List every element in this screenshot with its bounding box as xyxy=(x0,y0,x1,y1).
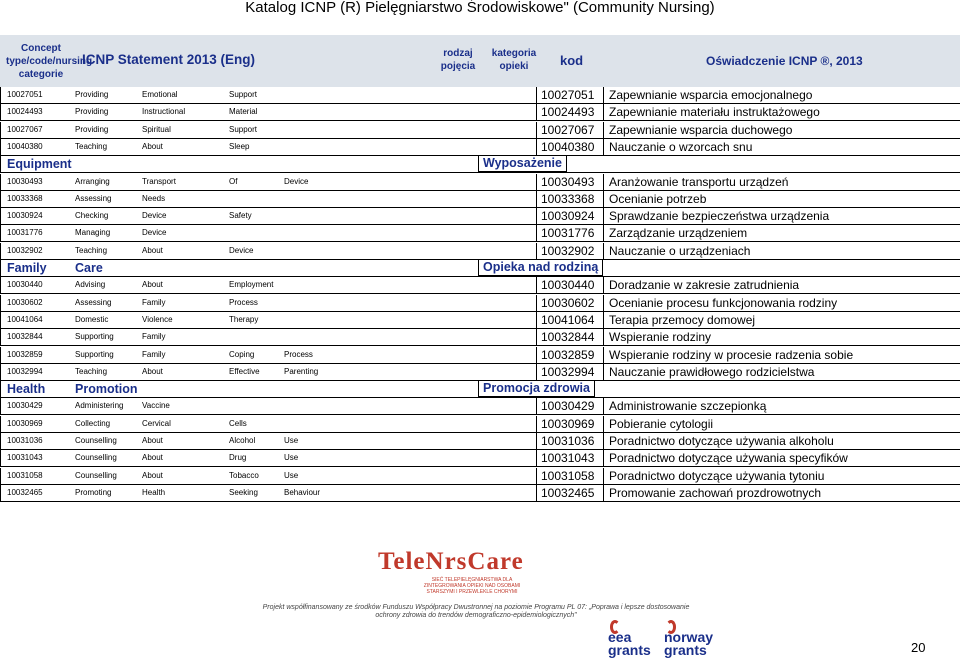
table-row xyxy=(0,225,960,242)
row-code: 10030602 xyxy=(541,295,595,310)
row-cell-4: Use xyxy=(284,453,299,463)
section-title-pl: Wyposażenie xyxy=(478,155,567,172)
row-cell-2: Transport xyxy=(142,176,176,186)
row-code-cell xyxy=(536,191,604,207)
row-cell-2: Emotional xyxy=(142,90,178,99)
row-cell-0: 10030429 xyxy=(7,401,43,411)
section-title-en-2: Care xyxy=(75,261,103,275)
row-statement-pl: Pobieranie cytologii xyxy=(609,416,714,431)
table-row xyxy=(0,139,960,156)
row-cell-2: About xyxy=(142,280,163,290)
table-row xyxy=(0,104,960,121)
row-cell-2: Instructional xyxy=(142,107,186,117)
section-title-pl: Opieka nad rodziną xyxy=(478,259,603,276)
row-cell-3: Therapy xyxy=(229,314,259,324)
row-cell-1: Supporting xyxy=(75,349,114,359)
table-row xyxy=(0,347,960,364)
row-cell-1: Teaching xyxy=(75,141,108,151)
section-title-en: Health xyxy=(7,382,46,397)
norway-text: norway xyxy=(664,629,714,645)
row-code: 10032465 xyxy=(541,485,595,500)
row-code: 10031036 xyxy=(541,434,595,448)
row-code: 10027067 xyxy=(541,122,595,137)
row-cell-3: Seeking xyxy=(229,487,258,497)
table-row xyxy=(0,468,960,485)
row-cell-2: About xyxy=(142,470,163,480)
row-cell-3: Employment xyxy=(229,280,274,290)
table-row xyxy=(0,416,960,433)
row-code-cell xyxy=(536,277,604,293)
header-oswiadczenie: Oświadczenie ICNP ®, 2013 xyxy=(706,54,863,68)
row-cell-2: Family xyxy=(142,332,166,342)
section-title-en-2: Promotion xyxy=(75,382,138,397)
row-cell-1: Checking xyxy=(75,211,109,221)
table-row xyxy=(0,450,960,467)
table-row xyxy=(0,329,960,346)
table-row xyxy=(0,191,960,208)
row-statement-pl: Zapewnianie materiału instruktażowego xyxy=(609,105,820,120)
row-cell-2: Cervical xyxy=(142,418,171,428)
row-cell-3: Effective xyxy=(229,366,260,376)
row-code-cell xyxy=(536,139,604,155)
header-concept: Concept type/code/nursing categorie xyxy=(6,43,93,80)
row-cell-1: Managing xyxy=(75,228,111,238)
row-code: 10031058 xyxy=(541,468,595,483)
row-statement-pl: Administrowanie szczepionką xyxy=(609,399,767,414)
row-cell-1: Teaching xyxy=(75,245,108,255)
table-row xyxy=(0,174,960,191)
row-code: 10030924 xyxy=(541,209,595,224)
row-cell-0: 10032994 xyxy=(7,366,43,376)
row-cell-0: 10040380 xyxy=(7,141,43,151)
row-cell-4: Parenting xyxy=(284,366,319,376)
row-cell-2: Device xyxy=(142,211,167,221)
row-code: 10040380 xyxy=(541,139,595,154)
row-statement-pl: Poradnictwo dotyczące używania tytoniu xyxy=(609,468,825,483)
table-row xyxy=(0,433,960,450)
row-cell-2: About xyxy=(142,366,163,376)
row-cell-3: Alcohol xyxy=(229,436,256,445)
row-cell-4: Use xyxy=(284,436,299,445)
row-cell-1: Advising xyxy=(75,280,106,290)
row-code: 10032902 xyxy=(541,243,595,258)
row-cell-3: Tobacco xyxy=(229,470,259,480)
row-cell-0: 10032902 xyxy=(7,245,43,255)
row-cell-1: Collecting xyxy=(75,418,111,428)
row-statement-pl: Nauczanie o wzorcach snu xyxy=(609,139,753,154)
row-code: 10031043 xyxy=(541,451,595,466)
row-statement-pl: Zarządzanie urządzeniem xyxy=(609,226,748,241)
row-code: 10030440 xyxy=(541,278,595,293)
table-row xyxy=(0,243,960,260)
table-row xyxy=(0,364,960,381)
table-row xyxy=(0,398,960,415)
table-header xyxy=(0,35,960,87)
row-code-cell xyxy=(536,416,604,432)
row-code: 10033368 xyxy=(541,191,595,206)
row-cell-0: 10031036 xyxy=(7,436,43,445)
row-cell-2: About xyxy=(142,141,163,151)
row-cell-4: Device xyxy=(284,176,309,186)
row-statement-pl: Doradzanie w zakresie zatrudnienia xyxy=(609,278,800,293)
row-cell-1: Providing xyxy=(75,124,109,134)
page-title: Katalog ICNP (R) Pielęgniarstwo Środowiskowe" (Community Nursing) xyxy=(245,0,715,16)
row-cell-3: Cells xyxy=(229,418,247,428)
row-cell-1: Providing xyxy=(75,90,109,99)
row-statement-pl: Promowanie zachowań prozdrowotnych xyxy=(609,485,822,500)
row-cell-1: Arranging xyxy=(75,176,110,186)
table-row xyxy=(0,122,960,139)
row-cell-0: 10032844 xyxy=(7,332,43,342)
row-cell-1: Supporting xyxy=(75,332,114,342)
section-title-en: Family xyxy=(7,261,47,275)
row-cell-0: 10031776 xyxy=(7,228,43,238)
row-code-cell xyxy=(536,485,604,501)
row-cell-3: Support xyxy=(229,124,258,134)
eea-grants-text: grants xyxy=(608,642,651,658)
row-cell-0: 10032465 xyxy=(7,487,43,497)
row-cell-1: Promoting xyxy=(75,487,112,497)
row-code-cell xyxy=(536,450,604,466)
row-code-cell xyxy=(536,295,604,311)
row-cell-4: Behaviour xyxy=(284,487,321,497)
row-cell-0: 10030440 xyxy=(7,280,43,290)
logo-text: TeleNrsCare xyxy=(378,548,524,575)
row-cell-3: Sleep xyxy=(229,141,250,151)
row-cell-3: Material xyxy=(229,107,258,117)
row-cell-0: 10032859 xyxy=(7,349,43,359)
row-statement-pl: Wspieranie rodziny w procesie radzenia sobie xyxy=(609,347,854,362)
row-cell-3: Device xyxy=(229,245,254,255)
row-cell-1: Counselling xyxy=(75,436,117,445)
row-code: 10032844 xyxy=(541,330,595,345)
row-cell-4: Use xyxy=(284,470,299,480)
logo-subtitle: SIEĆ TELEPIELĘGNIARSTWA DLA ZINTEGROWANIA OPIEKI NAD OSOBAMI STARSZYMI I PRZEWLEKLE CHORYMI xyxy=(423,577,521,595)
row-code-cell xyxy=(536,398,604,414)
row-code-cell xyxy=(536,468,604,484)
row-code: 10032859 xyxy=(541,347,595,362)
row-code: 10031776 xyxy=(541,226,595,241)
row-cell-3: Process xyxy=(229,297,258,307)
row-code-cell xyxy=(536,208,604,224)
row-cell-2: Family xyxy=(142,297,166,307)
row-code-cell xyxy=(536,174,604,190)
row-cell-2: Health xyxy=(142,487,166,497)
row-cell-1: Counselling xyxy=(75,470,117,480)
row-cell-1: Teaching xyxy=(75,366,108,376)
row-code: 10030493 xyxy=(541,174,595,189)
row-statement-pl: Sprawdzanie bezpieczeństwa urządzenia xyxy=(609,209,830,224)
row-code: 10032994 xyxy=(541,364,595,379)
row-cell-4: Process xyxy=(284,349,313,359)
row-statement-pl: Zapewnianie wsparcia duchowego xyxy=(609,122,793,137)
row-cell-2: About xyxy=(142,436,163,445)
row-statement-pl: Terapia przemocy domowej xyxy=(609,312,756,327)
row-cell-0: 10041064 xyxy=(7,314,43,324)
row-cell-0: 10027051 xyxy=(7,90,43,99)
header-rodzaj: rodzaj pojęcia xyxy=(440,48,476,72)
header-kod: kod xyxy=(560,53,584,68)
row-code-cell xyxy=(536,433,604,449)
table-row xyxy=(0,312,960,329)
page-number: 20 xyxy=(911,640,926,655)
row-cell-0: 10030924 xyxy=(7,211,43,221)
table-row xyxy=(0,295,960,312)
row-cell-0: 10031058 xyxy=(7,470,43,480)
row-cell-3: Of xyxy=(229,176,238,186)
row-statement-pl: Aranżowanie transportu urządzeń xyxy=(609,174,789,189)
row-cell-0: 10030969 xyxy=(7,418,43,428)
header-kategoria: kategoria opieki xyxy=(491,48,537,72)
row-cell-0: 10030493 xyxy=(7,176,43,186)
row-cell-2: Spiritual xyxy=(142,124,171,134)
row-code: 10027051 xyxy=(541,88,595,102)
row-code: 10030969 xyxy=(541,416,595,431)
row-statement-pl: Poradnictwo dotyczące używania alkoholu xyxy=(609,434,834,448)
table-row xyxy=(0,87,960,104)
section-title-pl: Promocja zdrowia xyxy=(478,380,595,397)
row-cell-2: Needs xyxy=(142,193,166,203)
row-code: 10041064 xyxy=(541,312,595,327)
row-statement-pl: Ocenianie procesu funkcjonowania rodziny xyxy=(609,295,838,310)
table-row xyxy=(0,485,960,502)
norway-grants-text: grants xyxy=(664,642,707,658)
row-cell-2: About xyxy=(142,245,163,255)
row-cell-3: Support xyxy=(229,90,258,99)
table-row xyxy=(0,277,960,294)
row-statement-pl: Wspieranie rodziny xyxy=(609,330,712,345)
eea-text: eea xyxy=(608,629,632,645)
row-code-cell xyxy=(536,122,604,138)
row-code: 10024493 xyxy=(541,105,595,120)
row-cell-2: Family xyxy=(142,349,166,359)
row-cell-2: Device xyxy=(142,228,167,238)
row-cell-3: Coping xyxy=(229,349,255,359)
row-cell-1: Counselling xyxy=(75,453,117,463)
row-cell-2: About xyxy=(142,453,163,463)
row-code-cell xyxy=(536,364,604,380)
row-code-cell xyxy=(536,312,604,328)
row-cell-1: Assessing xyxy=(75,297,112,307)
header-statement: ICNP Statement 2013 (Eng) xyxy=(82,52,256,67)
row-cell-1: Providing xyxy=(75,107,109,117)
row-code: 10030429 xyxy=(541,399,595,414)
row-statement-pl: Nauczanie prawidłowego rodzicielstwa xyxy=(609,364,815,379)
row-code-cell xyxy=(536,225,604,241)
row-cell-0: 10033368 xyxy=(7,193,43,203)
row-cell-0: 10024493 xyxy=(7,107,43,117)
row-code-cell xyxy=(536,104,604,120)
row-statement-pl: Ocenianie potrzeb xyxy=(609,191,707,206)
table-row xyxy=(0,208,960,225)
row-code-cell xyxy=(536,329,604,345)
row-statement-pl: Poradnictwo dotyczące używania specyfików xyxy=(609,451,848,466)
row-cell-1: Assessing xyxy=(75,193,112,203)
row-code-cell xyxy=(536,243,604,259)
row-code-cell xyxy=(536,347,604,363)
section-title-en: Equipment xyxy=(7,157,72,172)
row-statement-pl: Nauczanie o urządzeniach xyxy=(609,243,751,258)
row-statement-pl: Zapewnianie wsparcia emocjonalnego xyxy=(609,88,813,102)
row-cell-2: Violence xyxy=(142,314,173,324)
row-cell-3: Safety xyxy=(229,211,252,221)
row-cell-3: Drug xyxy=(229,453,247,463)
row-cell-0: 10027067 xyxy=(7,124,43,134)
row-cell-1: Administering xyxy=(75,401,124,411)
project-funding-text: Projekt współfinansowany ze środków Funduszu Współpracy Dwustronnej na poziomie Programu PL 07: „Poprawa i lepsze dostosowanie ochrony zdrowia do trendów demograficzno-epidemiologicznych" xyxy=(262,604,690,619)
row-cell-0: 10030602 xyxy=(7,297,43,307)
row-cell-0: 10031043 xyxy=(7,453,43,463)
row-cell-2: Vaccine xyxy=(142,401,170,411)
row-cell-1: Domestic xyxy=(75,314,109,324)
row-code-cell xyxy=(536,87,604,103)
